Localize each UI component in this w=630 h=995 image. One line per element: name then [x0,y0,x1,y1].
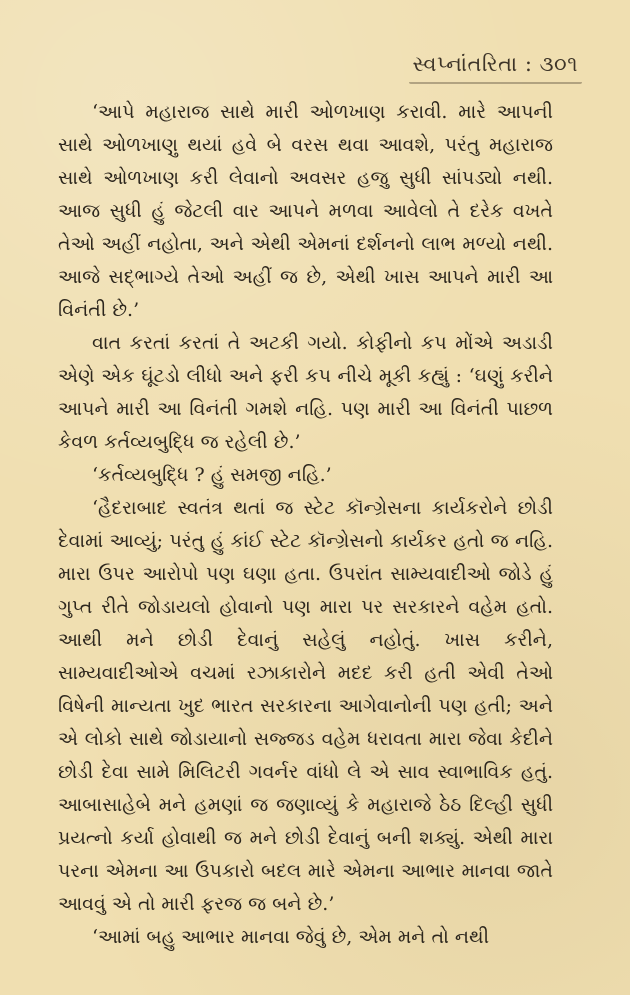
header-title: સ્વપ્નાંતરિતા : ૩૦૧ [412,52,578,76]
paragraph-4: ‘હૈદરાબાદ સ્વતંત્ર થતાં જ સ્ટેટ કૉન્ગ્રેસના કાર્યકરોને છોડી દેવામાં આવ્યું; પરંતુ હું કાંઈ સ્ટેટ કૉન્ગ્રેસનો કાર્યકર હતો જ નહિ. મારા ઉપર આરોપો પણ ઘણા હતા. ઉપરાંત સામ્યવાદીઓ જોડે હું ગુપ્ત રીતે જોડાયલો હોવાનો પણ મારા પર સરકારને વહેમ હતો. આથી મને છોડી દેવાનું સહેલું નહોતું. ખાસ કરીને, સામ્યવાદીઓએ વચમાં રઝાકારોને મદદ કરી હતી એવી તેઓ વિષેની માન્યતા ખુદ ભારત સરકારના આગેવાનોની પણ હતી; અને એ લોકો સાથે જોડાયાનો સજ્જડ વહેમ ધરાવતા મારા જેવા કેદીને છોડી દેવા સામે મિલિટરી ગવર્નર વાંધો લે એ સાવ સ્વાભાવિક હતું. આબાસાહેબે મને હમણાં જ જણાવ્યું કે મહારાજે ઠેઠ દિલ્હી સુધી પ્રયત્નો કર્યા હોવાથી જ મને છોડી દેવાનું બની શક્યું. એથી મારા પરના એમના આ ઉપકારો બદલ મારે એમના આભાર માનવા જાતે આવવું એ તો મારી ફરજ જ બને છે.’ [58,497,553,915]
paragraph-1: ‘આપે મહારાજ સાથે મારી ઓળખાણ કરાવી. મારે આપની સાથે ઓળખાણુ થયાં હવે બે વરસ થવા આવશે, પરંતુ મહારાજ સાથે ઓળખાણ કરી લેવાનો અવસર હજુ સુધી સાંપડ્યો નથી. આજ સુધી હું જેટલી વાર આપને મળવા આવેલો તે દરેક વખતે તેઓ અહીં નહોતા, અને એથી એમનાં દર્શનનો લાભ મળ્યો નથી. આજે સદ્ભાગ્યે તેઓ અહીં જ છે, એથી ખાસ આપને મારી આ વિનંતી છે.’ [58,101,553,321]
paragraph-2: વાત કરતાં કરતાં તે અટકી ગયો. કોફીનો કપ મોંએ અડાડી એણે એક ઘૂંટડો લીધો અને ફરી કપ નીચે મૂકી કહ્યું : ‘ઘણું કરીને આપને મારી આ વિનંતી ગમશે નહિ. પણ મારી આ વિનંતી પાછળ કેવળ કર્તવ્યબુદ્ધિ જ રહેલી છે.’ [58,332,553,453]
page-body [58,96,553,954]
running-header [413,52,578,77]
paragraph-3: ‘કર્તવ્યબુદ્ધિ ? હું સમજી નહિ.’ [92,464,332,486]
paragraph-5: ‘આમાં બહુ આભાર માનવા જેવું છે, એમ મને તો નથી [92,926,490,948]
header-underline [409,79,582,84]
